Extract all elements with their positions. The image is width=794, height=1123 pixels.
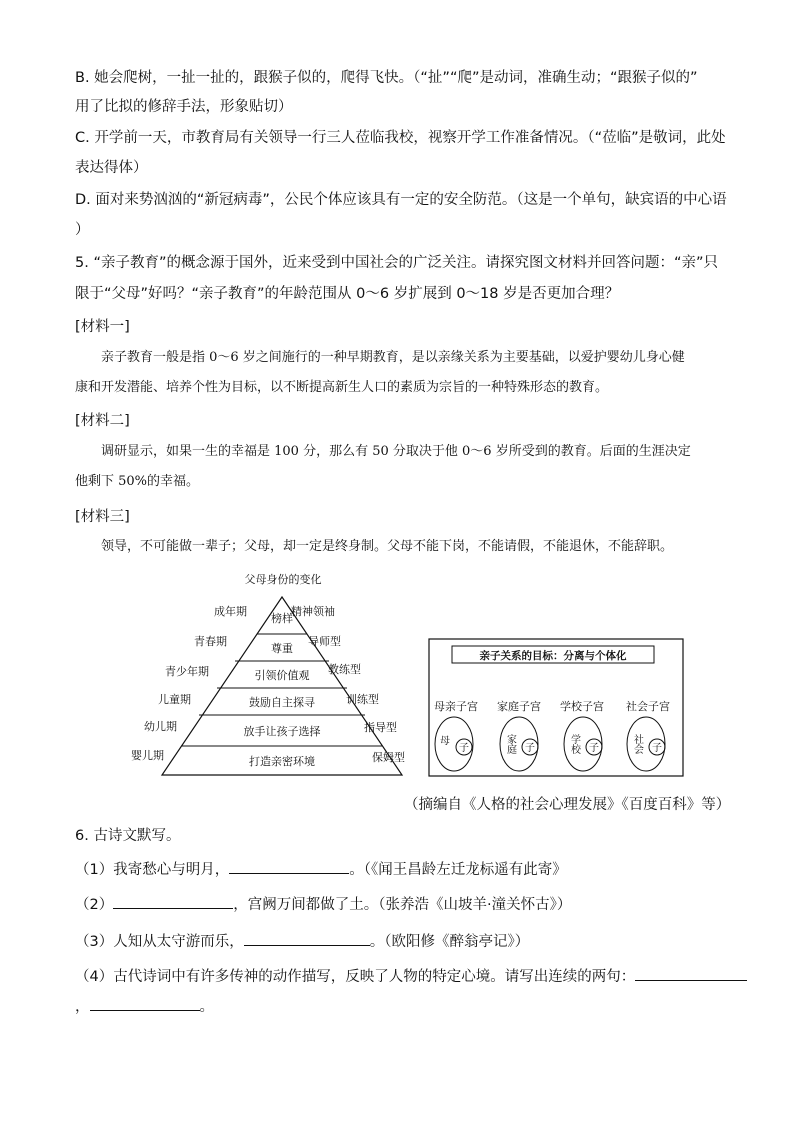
material-2-line2: 他剩下 50%的幸福。: [75, 474, 200, 489]
source-citation: （摘编自《人格的社会心理发展》《百度百科》等）: [404, 797, 731, 813]
palace-inner: 子: [459, 743, 469, 754]
palace-inner: 子: [652, 743, 662, 754]
pyramid-left-label: 青春期: [194, 635, 227, 648]
pyramid-inner-label: 引领价值观: [254, 669, 310, 682]
q6-item-4-text: （4）古代诗词中有许多传神的动作描写，反映了人物的特定心境。请写出连续的两句：: [75, 969, 636, 985]
pyramid-right-label: 教练型: [328, 663, 361, 676]
palace-label: 家庭子宫: [497, 700, 541, 713]
pyramid-left-label: 青少年期: [165, 665, 209, 678]
palace-label: 母亲子宫: [434, 700, 478, 713]
pyramid-inner-label: 榜样: [271, 612, 293, 625]
q6-title: 6. 古诗文默写。: [75, 828, 181, 844]
pyramid-left-label: 幼儿期: [144, 720, 177, 733]
answer-blank[interactable]: [229, 859, 349, 874]
q6-item-4: [75, 966, 747, 987]
pyramid-inner-label: 尊重: [271, 642, 293, 655]
period: 。: [199, 999, 214, 1015]
palace-label: 学校子宫: [560, 700, 604, 713]
pyramid-left-label: 成年期: [214, 605, 247, 618]
q6-item-4-cont: [75, 996, 214, 1017]
parent-child-goal-diagram: [428, 638, 684, 778]
palace-label: 社会子宫: [626, 700, 670, 713]
q6-item-2-source: 。（张养浩《山坡羊·潼关怀古》）: [363, 897, 572, 913]
q6-item-1-text: （1）我寄愁心与明月，: [75, 862, 230, 878]
q6-item-3: [75, 931, 529, 952]
option-c-line2: 表达得体）: [75, 160, 148, 176]
pyramid-right-label: 训练型: [346, 693, 379, 706]
material-3-line1: 领导，不可能做一辈子；父母，却一定是终身制。父母不能下岗，不能请假，不能退休，不能辞职。: [101, 539, 674, 554]
answer-blank[interactable]: [113, 894, 233, 909]
q6-item-3-text: （3）人知从太守游而乐，: [75, 934, 244, 950]
q6-item-3-source: 。（欧阳修《醉翁亭记》）: [369, 934, 530, 950]
goal-title: 亲子关系的目标：分离与个体化: [479, 650, 627, 662]
material-1-line2: 康和开发潜能、培养个性为目标，以不断提高新生人口的素质为宗旨的一种特殊形态的教育。: [75, 380, 609, 395]
pyramid-right-label: 精神领袖: [291, 605, 335, 618]
pyramid-right-label: 保姆型: [372, 751, 405, 764]
palace-inner: 子: [525, 743, 535, 754]
parent-role-pyramid: [131, 565, 420, 785]
palace-outer: 母: [440, 736, 450, 747]
answer-blank[interactable]: [90, 996, 200, 1011]
answer-blank[interactable]: [635, 966, 747, 981]
q6-item-2-num: （2）: [75, 897, 114, 913]
pyramid-inner-label: 打造亲密环境: [249, 755, 315, 768]
q5-line1: 5. “亲子教育”的概念源于国外，近来受到中国社会的广泛关注。请探究图文材料并回答问题：“亲”只: [75, 255, 718, 271]
pyramid-left-label: 婴儿期: [131, 749, 164, 762]
palace-inner: 子: [589, 743, 599, 754]
pyramid-inner-label: 放手让孩子选择: [243, 725, 321, 738]
material-2-label: [材料二]: [75, 413, 130, 429]
q6-item-1: [75, 859, 567, 880]
q5-line2: 限于“父母”好吗？“亲子教育”的年龄范围从 0～6 岁扩展到 0～18 岁是否更加合理？: [75, 286, 620, 302]
pyramid-right-label: 指导型: [364, 721, 397, 734]
pyramid-left-label: 儿童期: [158, 693, 191, 706]
material-1-label: [材料一]: [75, 319, 130, 335]
material-3-label: [材料三]: [75, 509, 130, 525]
pyramid-inner-label: 鼓励自主探寻: [249, 696, 315, 709]
palace-outer: 家庭: [504, 734, 516, 754]
palace-outer: 学校: [568, 734, 580, 754]
option-c-line1: C. 开学前一天，市教育局有关领导一行三人莅临我校，视察开学工作准备情况。（“莅临”是敬词，此处: [75, 130, 726, 146]
option-d-line1: D. 面对来势汹汹的“新冠病毒”，公民个体应该具有一定的安全防范。（这是一个单句，缺宾语的中心语: [75, 192, 727, 208]
option-b-line1: B. 她会爬树，一扯一扯的，跟猴子似的，爬得飞快。（“扯”“爬”是动词，准确生动；“跟猴子似的”: [75, 70, 698, 86]
q6-item-1-source: 。（《闻王昌龄左迁龙标遥有此寄》: [349, 862, 567, 878]
pyramid-right-label: 导师型: [308, 635, 341, 648]
material-2-line1: 调研显示，如果一生的幸福是 100 分，那么有 50 分取决于他 0～6 岁所受到的教育。后面的生涯决定: [101, 444, 691, 459]
option-d-line2: ）: [75, 222, 90, 238]
q6-item-2-text: ，宫阙万间都做了土: [233, 897, 364, 913]
answer-blank[interactable]: [244, 931, 370, 946]
palace-outer: 社会: [631, 734, 643, 754]
pyramid-title: 父母身份的变化: [244, 573, 322, 586]
q6-item-2: [75, 894, 571, 915]
option-b-line2: 用了比拟的修辞手法，形象贴切）: [75, 99, 293, 115]
material-1-line1: 亲子教育一般是指 0～6 岁之间施行的一种早期教育，是以亲缘关系为主要基础，以爱护婴幼儿身心健: [101, 350, 685, 365]
comma: ，: [75, 999, 90, 1015]
